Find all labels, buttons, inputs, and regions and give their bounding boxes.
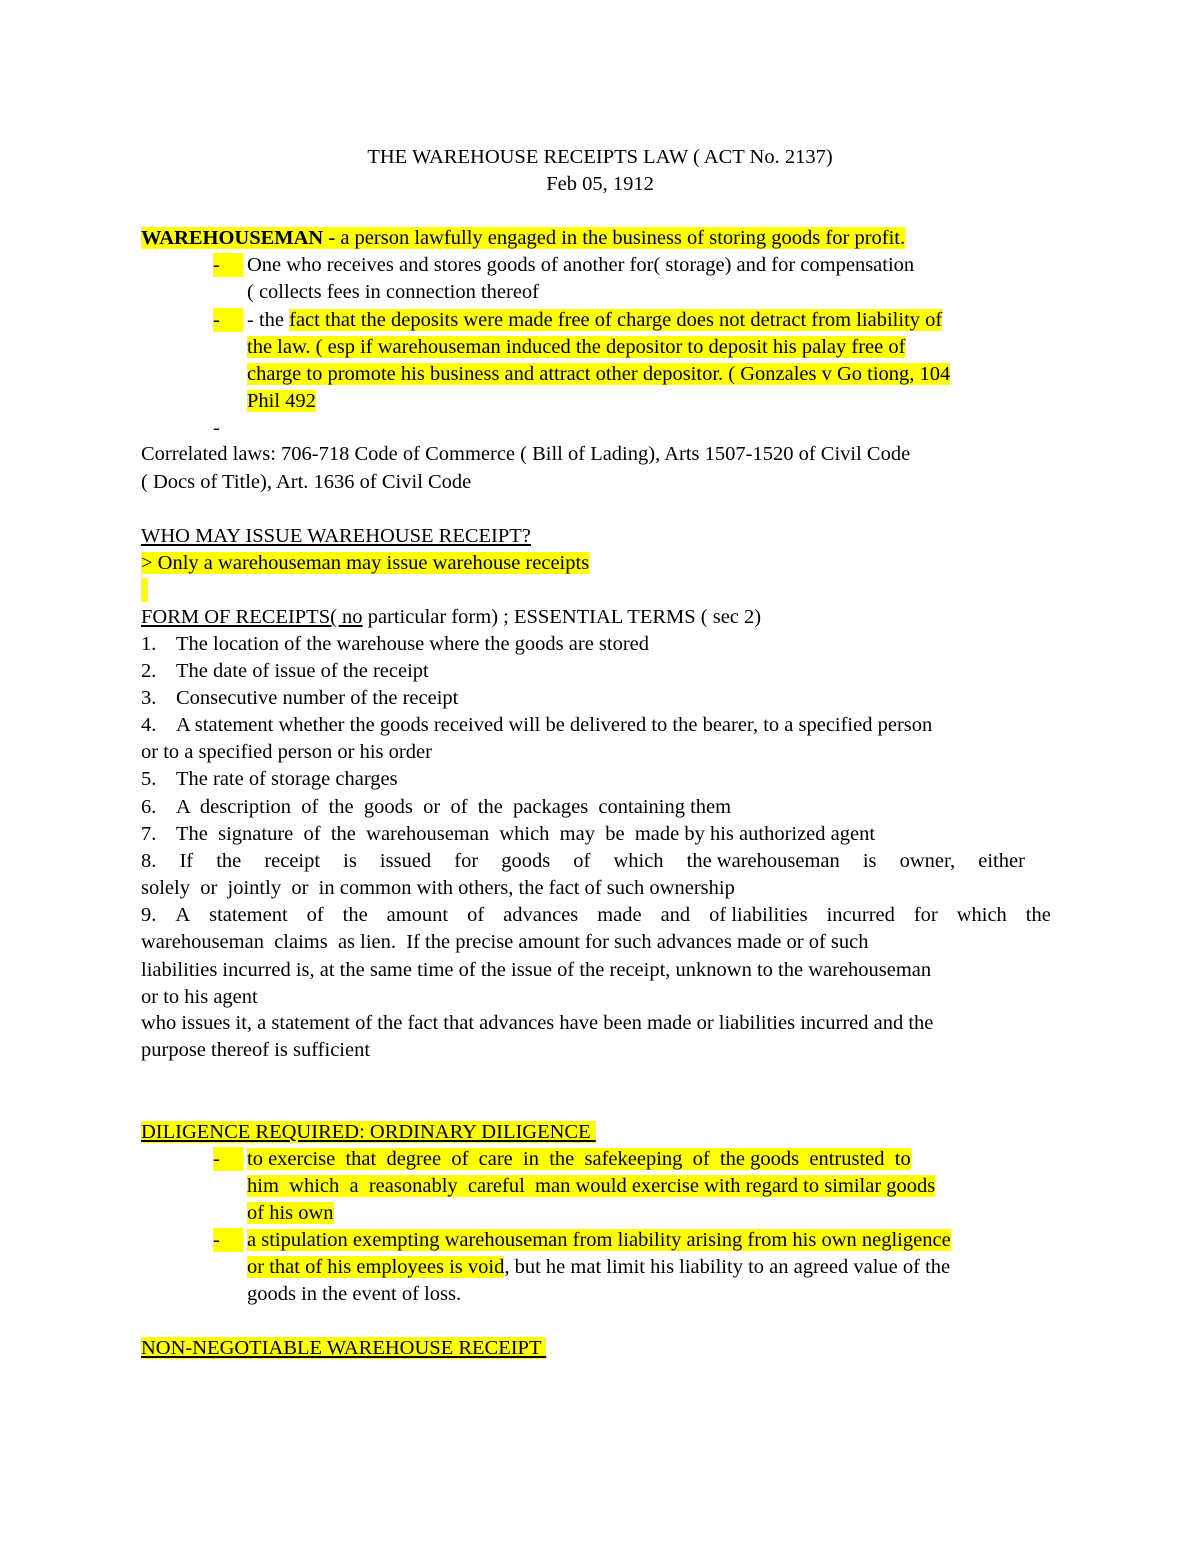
diligence-bullet1-line1: to exercise that degree of care in the safekeeping of the goods entrusted to (247, 1148, 911, 1170)
warehouseman-bullet1-line1: One who receives and stores goods of another for( storage) and for compensation (247, 254, 915, 276)
list-item-9-line5: who issues it, a statement of the fact that advances have been made or liabilities incurred and the (141, 1012, 934, 1034)
who-may-issue-heading: WHO MAY ISSUE WAREHOUSE RECEIPT? (141, 525, 531, 547)
form-heading (141, 605, 761, 629)
list-item: 1. The location of the warehouse where the goods are stored (141, 633, 650, 655)
warehouseman-bullet1-line2: ( collects fees in connection thereof (247, 281, 539, 303)
list-item-9-line2: warehouseman claims as lien. If the precise amount for such advances made or of such (141, 931, 869, 953)
list-item-9-line6: purpose thereof is sufficient (141, 1039, 371, 1061)
warehouseman-bullet2-line3: charge to promote his business and attract other depositor. ( Gonzales v Go tiong, 104 (247, 363, 951, 385)
diligence-heading: DILIGENCE REQUIRED: ORDINARY DILIGENCE (141, 1121, 596, 1143)
list-item: 2. The date of issue of the receipt (141, 660, 429, 682)
document-date: Feb 05, 1912 (546, 173, 654, 195)
list-item-8-line1: 8. If the receipt is issued for goods of which the warehouseman is owner, either (141, 850, 1025, 872)
warehouseman-bullet2-line2: the law. ( esp if warehouseman induced the depositor to deposit his palay free of (247, 336, 906, 358)
warehouseman-definition-text: a person lawfully engaged in the business of storing goods for profit. (335, 227, 906, 249)
who-may-issue-answer: > Only a warehouseman may issue warehouse receipts (141, 552, 590, 574)
diligence-bullet2-rest: , but he mat limit his liability to an agreed value of the (504, 1256, 951, 1278)
list-item-9-line3: liabilities incurred is, at the same time of the issue of the receipt, unknown to the warehouseman (141, 959, 932, 981)
list-item-continuation: or to a specified person or his order (141, 741, 432, 763)
highlight-mark (141, 578, 148, 602)
list-item: 5. The rate of storage charges (141, 768, 398, 790)
diligence-bullet2-line1: a stipulation exempting warehouseman from liability arising from his own negligence (247, 1229, 951, 1251)
list-item: 7. The signature of the warehouseman which may be made by his authorized agent (141, 823, 876, 845)
warehouseman-definition (141, 226, 905, 250)
warehouseman-bullet2-line1 (247, 308, 942, 332)
diligence-bullet2-line3: goods in the event of loss. (247, 1283, 462, 1305)
bullet-dash: - (213, 1147, 243, 1171)
warehouseman-bullet2-prefix: - the (247, 309, 290, 331)
list-item: 6. A description of the goods or of the packages containing them (141, 796, 732, 818)
warehouseman-bullet2-highlight: fact that the deposits were made free of charge does not detract from liability of (289, 309, 943, 331)
bullet-dash: - (213, 308, 243, 332)
diligence-bullet2-line2 (247, 1255, 950, 1279)
warehouseman-term: WAREHOUSEMAN - (141, 227, 336, 249)
document-title: THE WAREHOUSE RECEIPTS LAW ( ACT No. 2137) (367, 146, 833, 168)
non-negotiable-heading: NON-NEGOTIABLE WAREHOUSE RECEIPT (141, 1337, 547, 1359)
form-heading-underlined: FORM OF RECEIPTS( no (141, 606, 363, 628)
list-item: 3. Consecutive number of the receipt (141, 687, 459, 709)
bullet-dash: - (213, 417, 220, 439)
bullet-dash: - (213, 253, 243, 277)
correlated-laws-line1: Correlated laws: 706-718 Code of Commerce ( Bill of Lading), Arts 1507-1520 of Civil Code (141, 443, 911, 465)
list-item-9-line4: or to his agent (141, 986, 258, 1008)
list-item-8-line2: solely or jointly or in common with others, the fact of such ownership (141, 877, 735, 899)
correlated-laws-line2: ( Docs of Title), Art. 1636 of Civil Code (141, 471, 472, 493)
diligence-bullet1-line2: him which a reasonably careful man would exercise with regard to similar goods (247, 1175, 936, 1197)
bullet-dash: - (213, 1228, 243, 1252)
diligence-bullet1-line3: of his own (247, 1202, 334, 1224)
list-item-9-line1: 9. A statement of the amount of advances made and of liabilities incurred for which the (141, 904, 1051, 926)
list-item: 4. A statement whether the goods received will be delivered to the bearer, to a specified person (141, 714, 933, 736)
form-heading-rest: particular form) ; ESSENTIAL TERMS ( sec 2) (362, 606, 762, 628)
warehouseman-bullet2-line4: Phil 492 (247, 390, 316, 412)
diligence-bullet2-highlight: or that of his employees is void (247, 1256, 505, 1278)
